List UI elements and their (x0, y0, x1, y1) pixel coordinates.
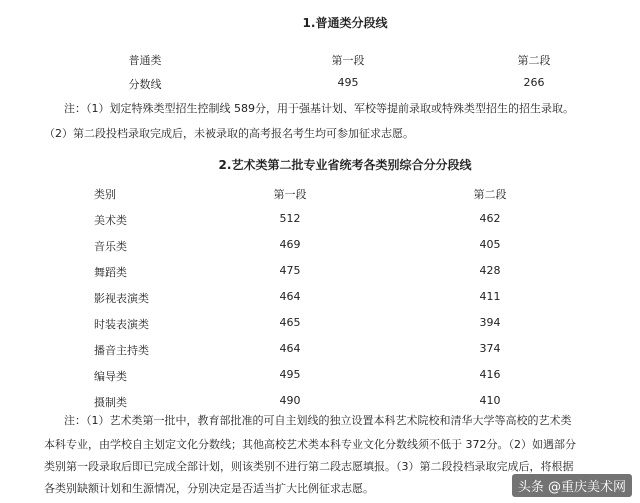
row-category: 影视表演类 (94, 292, 149, 305)
section1-row-first: 495 (337, 76, 359, 89)
row-category: 美术类 (94, 214, 127, 227)
row-second: 462 (479, 212, 501, 225)
row-second: 416 (479, 368, 501, 381)
section1-note2: （2）第二段投档录取完成后，未被录取的高考报名考生均可参加征求志愿。 (44, 127, 414, 140)
row-category: 舞蹈类 (94, 266, 127, 279)
section2-note-line: 各类别缺额计划和生源情况，分别决定是否适当扩大比例征求志愿。 (44, 482, 374, 495)
section2-header-first: 第一段 (273, 188, 307, 201)
section2-header-second: 第二段 (473, 188, 507, 201)
row-second: 411 (479, 290, 501, 303)
section2-note (64, 410, 572, 432)
row-category: 播音主持类 (94, 344, 149, 357)
row-category: 编导类 (94, 370, 127, 383)
row-first: 464 (279, 342, 301, 355)
section1-title: 1.普通类分段线 (302, 16, 388, 30)
row-category: 音乐类 (94, 240, 127, 253)
row-second: 394 (479, 316, 501, 329)
row-first: 490 (279, 394, 301, 407)
row-first: 465 (279, 316, 301, 329)
row-category: 摄制类 (94, 396, 127, 409)
row-second: 410 (479, 394, 501, 407)
section2-title: 2.艺术类第二批专业省统考各类别综合分分段线 (218, 158, 472, 172)
section2-note-line: 类别第一段录取后即已完成全部计划，则该类别不进行第二段志愿填报。（3）第二段投档录取完成后，将根据 (44, 460, 574, 473)
section1-note1: 注：（1）划定特殊类型招生控制线 589分，用于强基计划、军校等提前录取或特殊类型招生的招生录取。 (64, 102, 574, 115)
row-second: 405 (479, 238, 501, 251)
watermark: 头条 @重庆美术网 (512, 474, 632, 497)
section1-row-second: 266 (523, 76, 545, 89)
section1-header-category: 普通类 (128, 54, 162, 67)
section1-row-label: 分数线 (128, 78, 162, 91)
row-first: 512 (279, 212, 301, 225)
row-first: 469 (279, 238, 301, 251)
row-first: 464 (279, 290, 301, 303)
section2-note-line: 本科专业，由学校自主划定文化分数线；其他高校艺术类本科专业文化分数线须不低于 372分。（2）如遇部分 (44, 438, 576, 451)
row-category: 时装表演类 (94, 318, 149, 331)
section2-note-cont (44, 434, 576, 500)
row-first: 475 (279, 264, 301, 277)
section1-header-second: 第二段 (517, 54, 551, 67)
section2-header-category: 类别 (94, 188, 116, 201)
row-second: 374 (479, 342, 501, 355)
section1-header-first: 第一段 (331, 54, 365, 67)
section2-note-line: 注：（1）艺术类第一批中，教育部批准的可自主划线的独立设置本科艺术院校和清华大学等高校的艺术类 (64, 414, 572, 427)
row-second: 428 (479, 264, 501, 277)
row-first: 495 (279, 368, 301, 381)
